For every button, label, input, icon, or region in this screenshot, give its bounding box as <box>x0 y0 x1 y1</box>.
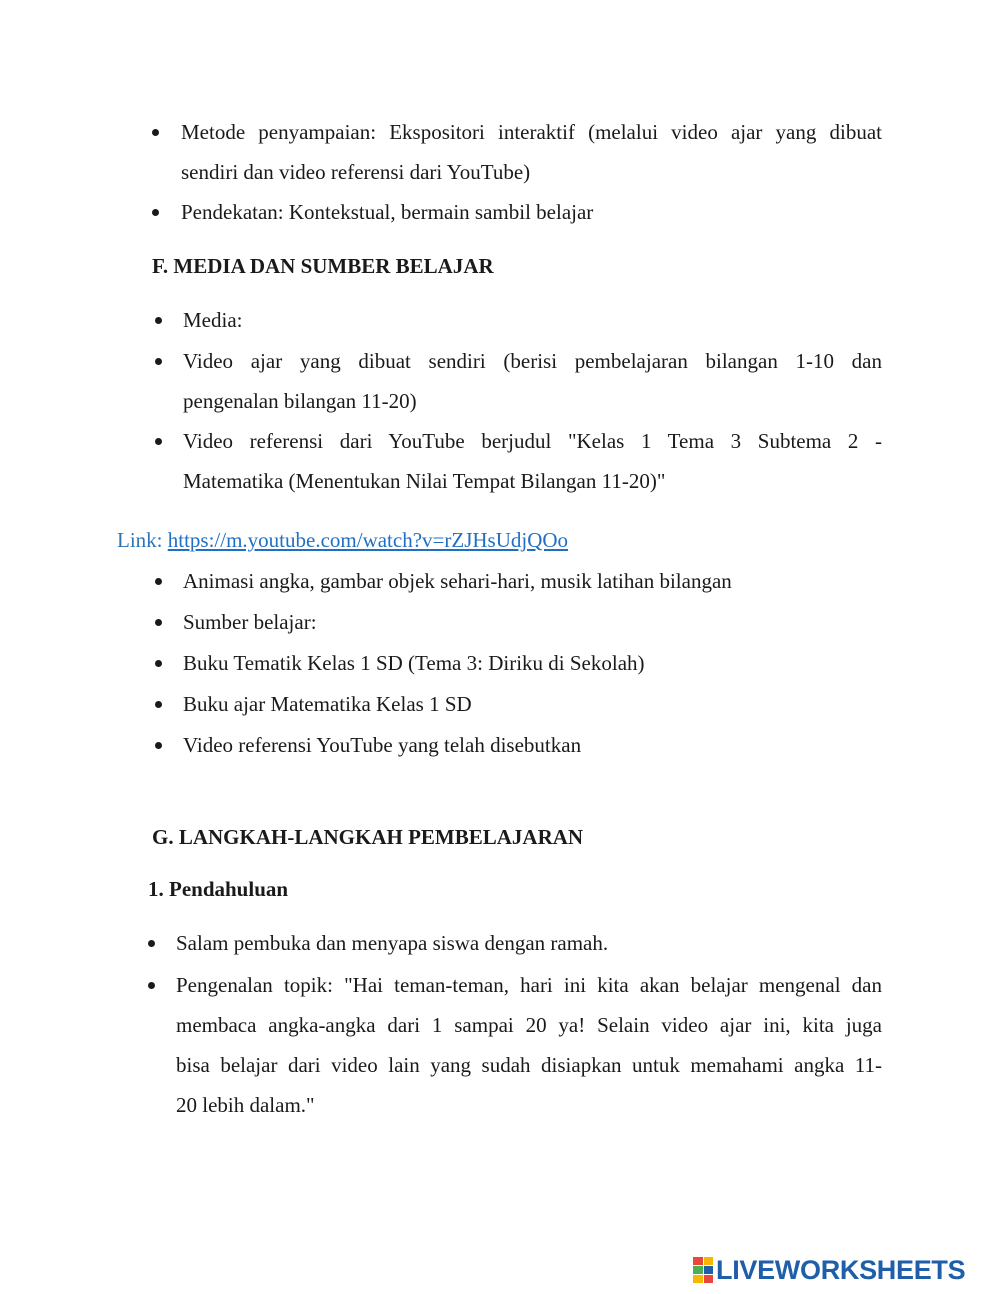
list-item-video-ajar-cont: pengenalan bilangan 11-20) <box>183 389 417 413</box>
list-item-pengenalan: Pengenalan topik: "Hai teman-teman, hari ini kita akan belajar mengenal dan <box>176 973 882 997</box>
section-g-heading: G. LANGKAH-LANGKAH PEMBELAJARAN <box>152 825 584 849</box>
bullet-icon <box>155 578 162 585</box>
bullet-icon <box>148 940 155 947</box>
bullet-icon <box>155 438 162 445</box>
bullet-icon <box>155 742 162 749</box>
youtube-link[interactable]: https://m.youtube.com/watch?v=rZJHsUdjQOo <box>167 528 569 552</box>
list-item-sumber: Sumber belajar: <box>183 610 317 634</box>
section-f-heading: F. MEDIA DAN SUMBER BELAJAR <box>152 254 494 278</box>
list-item-buku-ajar: Buku ajar Matematika Kelas 1 SD <box>183 692 472 716</box>
liveworksheets-logo <box>693 1254 965 1286</box>
list-item-video-referensi-youtube: Video referensi YouTube yang telah disebutkan <box>183 733 582 757</box>
list-item-metode-cont: sendiri dan video referensi dari YouTube) <box>181 160 531 184</box>
link-label: Link: <box>117 528 168 552</box>
list-item-metode: Metode penyampaian: Ekspositori interaktif (melalui video ajar yang dibuat <box>181 120 882 144</box>
list-item-video-referensi: Video referensi dari YouTube berjudul "Kelas 1 Tema 3 Subtema 2 - <box>183 429 882 453</box>
bullet-icon <box>152 129 159 136</box>
bullet-icon <box>155 660 162 667</box>
pendahuluan-subheading: 1. Pendahuluan <box>148 877 289 901</box>
list-item-animasi: Animasi angka, gambar objek sehari-hari, musik latihan bilangan <box>183 569 732 593</box>
link-line <box>117 526 568 554</box>
list-item-media: Media: <box>183 308 243 332</box>
bullet-icon <box>155 317 162 324</box>
bullet-icon <box>152 209 159 216</box>
list-item-salam: Salam pembuka dan menyapa siswa dengan ramah. <box>176 931 609 955</box>
list-item-video-ajar: Video ajar yang dibuat sendiri (berisi pembelajaran bilangan 1-10 dan <box>183 349 882 373</box>
list-item-buku-tematik: Buku Tematik Kelas 1 SD (Tema 3: Diriku di Sekolah) <box>183 651 645 675</box>
liveworksheets-logo-icon <box>693 1257 713 1283</box>
list-item-pengenalan-cont-1: membaca angka-angka dari 1 sampai 20 ya! Selain video ajar ini, kita juga <box>176 1013 882 1037</box>
bullet-icon <box>155 701 162 708</box>
list-item-video-referensi-cont: Matematika (Menentukan Nilai Tempat Bilangan 11-20)" <box>183 469 666 493</box>
liveworksheets-logo-text: LIVEWORKSHEETS <box>716 1255 966 1285</box>
bullet-icon <box>155 358 162 365</box>
list-item-pengenalan-cont-2: bisa belajar dari video lain yang sudah disiapkan untuk memahami angka 11- <box>176 1053 882 1077</box>
list-item-pendekatan: Pendekatan: Kontekstual, bermain sambil belajar <box>181 200 594 224</box>
bullet-icon <box>148 982 155 989</box>
bullet-icon <box>155 619 162 626</box>
list-item-pengenalan-cont-3: 20 lebih dalam." <box>176 1093 315 1117</box>
